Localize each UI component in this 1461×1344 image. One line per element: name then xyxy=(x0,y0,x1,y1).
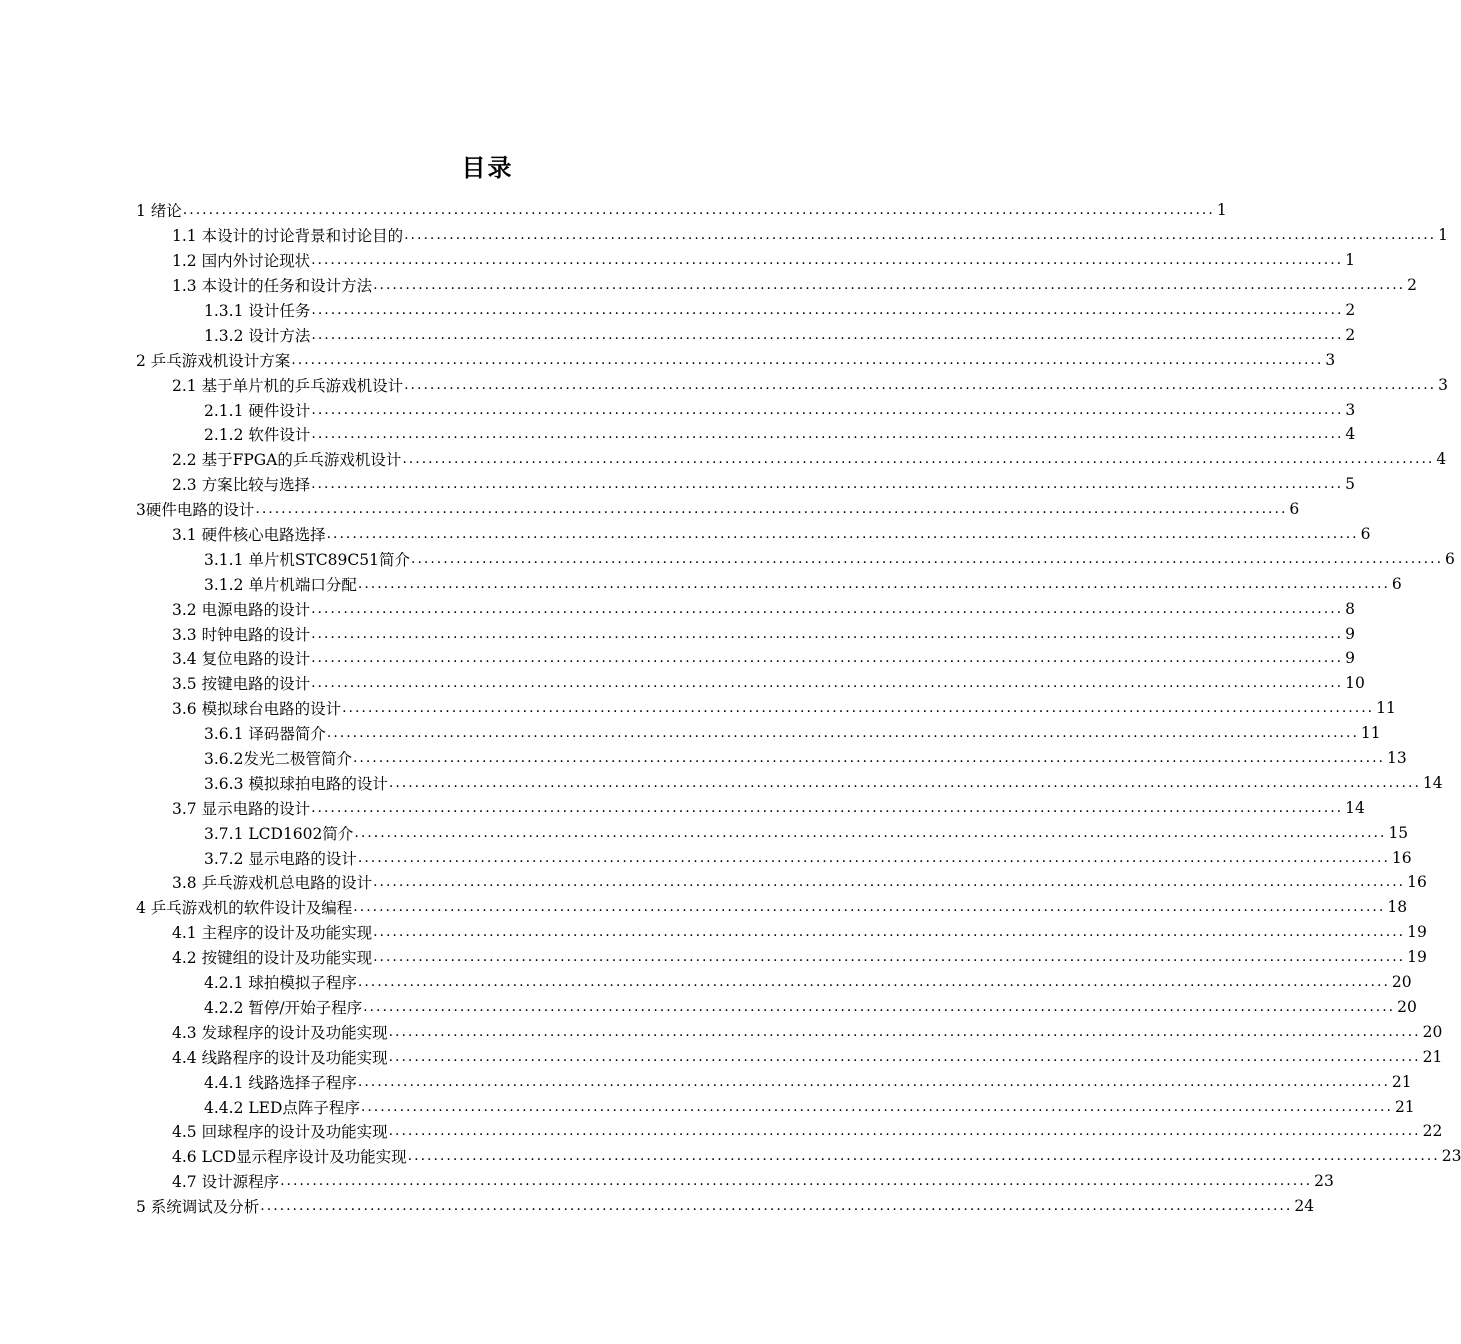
toc-entry-page-number: 10 xyxy=(1345,674,1365,693)
toc-entry-page-number: 15 xyxy=(1388,823,1409,842)
toc-entry[interactable] xyxy=(136,970,1412,995)
dot-leader: ................................................................................................................................................................ xyxy=(326,526,1359,543)
toc-entry-title: 4.2 按键组的设计及功能实现 xyxy=(172,949,373,968)
dot-leader: ................................................................................................................................................................ xyxy=(311,799,1344,816)
toc-entry-title: 3.7 显示电路的设计 xyxy=(172,799,311,818)
toc-entry-title: 4.1 主程序的设计及功能实现 xyxy=(172,924,373,943)
toc-entry-page-number: 11 xyxy=(1376,699,1396,718)
toc-entry[interactable] xyxy=(136,646,1355,671)
toc-entry[interactable] xyxy=(136,696,1396,721)
toc-entry-page-number: 3 xyxy=(1345,400,1356,419)
dot-leader: ................................................................................................................................................................ xyxy=(404,227,1437,244)
toc-entry-page-number: 14 xyxy=(1345,798,1365,817)
dot-leader: ................................................................................................................................................................ xyxy=(311,600,1344,617)
toc-entry[interactable] xyxy=(136,223,1448,248)
dot-leader: ................................................................................................................................................................ xyxy=(182,202,1215,219)
toc-entry[interactable] xyxy=(136,447,1447,472)
toc-entry-page-number: 22 xyxy=(1422,1122,1443,1141)
toc-entry-title: 3.1 硬件核心电路选择 xyxy=(172,526,326,545)
toc-entry-page-number: 2 xyxy=(1345,325,1356,344)
page-title: 目录 xyxy=(461,154,514,182)
toc-entry-title: 4.4 线路程序的设计及功能实现 xyxy=(172,1048,388,1067)
toc-entry[interactable] xyxy=(136,845,1412,870)
toc-entry-page-number: 1 xyxy=(1345,251,1355,270)
dot-leader: ................................................................................................................................................................ xyxy=(311,426,1344,443)
dot-leader: ................................................................................................................................................................ xyxy=(411,550,1444,567)
toc-entry[interactable] xyxy=(136,546,1455,571)
toc-entry-page-number: 24 xyxy=(1294,1197,1315,1216)
dot-leader: ................................................................................................................................................................ xyxy=(373,924,1406,941)
toc-entry-title: 2.1.2 软件设计 xyxy=(204,426,311,445)
dot-leader: ................................................................................................................................................................ xyxy=(360,1098,1393,1115)
toc-entry-page-number: 6 xyxy=(1360,525,1371,544)
toc-entry[interactable] xyxy=(136,198,1227,223)
dot-leader: ................................................................................................................................................................ xyxy=(311,252,1344,269)
toc-entry-title: 3.2 电源电路的设计 xyxy=(172,600,311,619)
toc-entry-page-number: 20 xyxy=(1397,997,1417,1016)
toc-entry-page-number: 21 xyxy=(1422,1047,1443,1066)
toc-entry-title: 2.1 基于单片机的乒乓游戏机设计 xyxy=(172,376,404,395)
dot-leader: ................................................................................................................................................................ xyxy=(260,1198,1293,1215)
toc-entry-title: 4.2.2 暂停/开始子程序 xyxy=(204,998,363,1017)
toc-entry[interactable] xyxy=(136,1144,1461,1169)
toc-entry-title: 4.6 LCD显示程序设计及功能实现 xyxy=(172,1148,407,1167)
toc-entry-page-number: 20 xyxy=(1391,973,1412,992)
toc-entry-page-number: 3 xyxy=(1325,350,1336,369)
dot-leader: ................................................................................................................................................................ xyxy=(354,824,1387,841)
toc-entry[interactable] xyxy=(136,372,1448,397)
dot-leader: ................................................................................................................................................................ xyxy=(311,401,1344,418)
toc-entry-title: 5 系统调试及分析 xyxy=(136,1198,260,1217)
toc-entry[interactable] xyxy=(136,1069,1412,1094)
toc-entry-title: 4.4.2 LED点阵子程序 xyxy=(204,1098,360,1117)
toc-entry[interactable] xyxy=(136,721,1381,746)
toc-entry-title: 3.7.1 LCD1602简介 xyxy=(204,824,354,843)
dot-leader: ................................................................................................................................................................ xyxy=(311,625,1344,642)
toc-entry[interactable] xyxy=(136,945,1427,970)
table-of-contents xyxy=(136,198,1461,1219)
toc-entry-page-number: 20 xyxy=(1422,1022,1443,1041)
dot-leader: ................................................................................................................................................................ xyxy=(326,725,1359,742)
toc-entry-page-number: 16 xyxy=(1391,848,1412,867)
dot-leader: ................................................................................................................................................................ xyxy=(255,501,1288,518)
toc-entry-title: 3.7.2 显示电路的设计 xyxy=(204,849,357,868)
dot-leader: ................................................................................................................................................................ xyxy=(363,998,1396,1015)
toc-entry-title: 4.5 回球程序的设计及功能实现 xyxy=(172,1123,388,1142)
toc-entry-page-number: 6 xyxy=(1289,500,1300,519)
toc-entry-page-number: 6 xyxy=(1445,549,1455,568)
toc-entry-title: 2.1.1 硬件设计 xyxy=(204,401,311,420)
toc-entry[interactable] xyxy=(136,422,1356,447)
toc-entry[interactable] xyxy=(136,322,1356,347)
toc-entry-title: 3.6.2发光二极管简介 xyxy=(204,750,352,769)
toc-entry[interactable] xyxy=(136,298,1356,323)
toc-entry-page-number: 6 xyxy=(1391,574,1402,593)
toc-entry[interactable] xyxy=(136,1169,1334,1194)
toc-entry-title: 2 乒乓游戏机设计方案 xyxy=(136,351,291,370)
toc-entry-title: 3.8 乒乓游戏机总电路的设计 xyxy=(172,874,373,893)
toc-entry-title: 4.2.1 球拍模拟子程序 xyxy=(204,974,357,993)
dot-leader: ................................................................................................................................................................ xyxy=(373,874,1406,891)
toc-entry[interactable] xyxy=(136,596,1355,621)
dot-leader: ................................................................................................................................................................ xyxy=(357,974,1390,991)
dot-leader: ................................................................................................................................................................ xyxy=(388,1048,1421,1065)
toc-entry-title: 1.1 本设计的讨论背景和讨论目的 xyxy=(172,227,404,246)
toc-entry-page-number: 23 xyxy=(1441,1147,1461,1166)
toc-entry[interactable] xyxy=(136,472,1355,497)
toc-entry-page-number: 19 xyxy=(1407,948,1427,967)
toc-entry-title: 3.5 按键电路的设计 xyxy=(172,675,311,694)
toc-entry[interactable] xyxy=(136,895,1408,920)
toc-entry-title: 1.3.2 设计方法 xyxy=(204,326,311,345)
toc-entry-title: 1.3.1 设计任务 xyxy=(204,302,311,320)
dot-leader: ................................................................................................................................................................ xyxy=(402,451,1435,468)
toc-entry[interactable] xyxy=(136,820,1409,845)
toc-entry[interactable] xyxy=(136,770,1443,795)
toc-entry-page-number: 2 xyxy=(1407,276,1417,295)
dot-leader: ................................................................................................................................................................ xyxy=(291,351,1324,368)
toc-entry-page-number: 8 xyxy=(1345,599,1355,618)
toc-entry-page-number: 19 xyxy=(1407,923,1427,942)
toc-entry-page-number: 4 xyxy=(1345,425,1356,444)
toc-entry[interactable] xyxy=(136,248,1355,273)
dot-leader: ................................................................................................................................................................ xyxy=(373,277,1406,294)
toc-entry-title: 4.7 设计源程序 xyxy=(172,1173,280,1192)
dot-leader: ................................................................................................................................................................ xyxy=(357,1073,1390,1090)
dot-leader: ................................................................................................................................................................ xyxy=(311,326,1344,343)
toc-entry-title: 2.2 基于FPGA的乒乓游戏机设计 xyxy=(172,451,402,470)
toc-entry-page-number: 11 xyxy=(1360,724,1381,743)
toc-entry-title: 3.6.1 译码器简介 xyxy=(204,725,326,744)
toc-entry-page-number: 3 xyxy=(1438,375,1448,394)
toc-entry-title: 4.3 发球程序的设计及功能实现 xyxy=(172,1023,388,1042)
toc-entry-page-number: 1 xyxy=(1438,226,1448,245)
toc-entry-title: 1 绪论 xyxy=(136,202,182,221)
dot-leader: ................................................................................................................................................................ xyxy=(352,750,1385,767)
toc-entry-page-number: 1 xyxy=(1216,201,1227,220)
dot-leader: ................................................................................................................................................................ xyxy=(404,376,1437,393)
toc-entry-page-number: 18 xyxy=(1387,898,1408,917)
dot-leader: ................................................................................................................................................................ xyxy=(353,899,1386,916)
toc-entry[interactable] xyxy=(136,522,1371,547)
toc-entry-page-number: 4 xyxy=(1436,450,1447,469)
toc-entry-title: 4 乒乓游戏机的软件设计及编程 xyxy=(136,899,353,918)
dot-leader: ................................................................................................................................................................ xyxy=(311,302,1344,318)
toc-entry[interactable] xyxy=(136,1194,1315,1219)
dot-leader: ................................................................................................................................................................ xyxy=(311,675,1344,692)
dot-leader: ................................................................................................................................................................ xyxy=(280,1173,1313,1190)
toc-entry-title: 3.1.2 单片机端口分配 xyxy=(204,575,357,594)
toc-entry-title: 3.1.1 单片机STC89C51简介 xyxy=(204,550,410,569)
toc-entry-page-number: 23 xyxy=(1314,1172,1334,1191)
dot-leader: ................................................................................................................................................................ xyxy=(342,700,1375,717)
toc-entry[interactable] xyxy=(136,746,1407,771)
toc-entry[interactable] xyxy=(136,571,1402,596)
toc-entry[interactable] xyxy=(136,273,1417,298)
toc-entry[interactable] xyxy=(136,621,1355,646)
dot-leader: ................................................................................................................................................................ xyxy=(311,650,1344,667)
toc-entry-title: 2.3 方案比较与选择 xyxy=(172,476,311,495)
toc-entry-page-number: 21 xyxy=(1391,1072,1412,1091)
toc-entry-title: 3.4 复位电路的设计 xyxy=(172,650,311,669)
toc-entry[interactable] xyxy=(136,671,1365,696)
toc-entry[interactable] xyxy=(136,870,1427,895)
toc-entry-page-number: 5 xyxy=(1345,475,1355,494)
dot-leader: ................................................................................................................................................................ xyxy=(357,849,1390,866)
toc-entry-title: 3.3 时钟电路的设计 xyxy=(172,625,311,644)
toc-entry[interactable] xyxy=(136,995,1417,1020)
toc-entry-page-number: 14 xyxy=(1422,773,1443,792)
dot-leader: ................................................................................................................................................................ xyxy=(388,1123,1421,1140)
toc-entry[interactable] xyxy=(136,347,1336,372)
toc-entry-title: 1.2 国内外讨论现状 xyxy=(172,252,311,271)
toc-entry[interactable] xyxy=(136,1119,1443,1144)
toc-entry-page-number: 13 xyxy=(1386,749,1407,768)
toc-entry-title: 3.6.3 模拟球拍电路的设计 xyxy=(204,774,388,793)
toc-entry-title: 3.6 模拟球台电路的设计 xyxy=(172,700,342,719)
toc-entry[interactable] xyxy=(136,497,1300,522)
dot-leader: ................................................................................................................................................................ xyxy=(388,1023,1421,1040)
dot-leader: ................................................................................................................................................................ xyxy=(388,774,1421,791)
dot-leader: ................................................................................................................................................................ xyxy=(373,949,1406,966)
toc-entry[interactable] xyxy=(136,1019,1443,1044)
toc-entry-title: 3硬件电路的设计 xyxy=(136,501,255,520)
dot-leader: ................................................................................................................................................................ xyxy=(357,575,1390,592)
toc-entry[interactable] xyxy=(136,397,1356,422)
toc-entry[interactable] xyxy=(136,1094,1415,1119)
toc-entry-page-number: 16 xyxy=(1407,873,1427,892)
toc-entry-page-number: 2 xyxy=(1345,301,1356,319)
toc-entry[interactable] xyxy=(136,1044,1443,1069)
dot-leader: ................................................................................................................................................................ xyxy=(311,476,1344,493)
dot-leader: ................................................................................................................................................................ xyxy=(407,1148,1440,1165)
toc-entry-title: 4.4.1 线路选择子程序 xyxy=(204,1073,357,1092)
toc-entry[interactable] xyxy=(136,920,1427,945)
toc-entry-page-number: 9 xyxy=(1345,649,1355,668)
toc-entry-page-number: 9 xyxy=(1345,624,1355,643)
toc-entry-page-number: 21 xyxy=(1394,1097,1415,1116)
toc-entry-title: 1.3 本设计的任务和设计方法 xyxy=(172,277,373,296)
toc-entry[interactable] xyxy=(136,795,1365,820)
